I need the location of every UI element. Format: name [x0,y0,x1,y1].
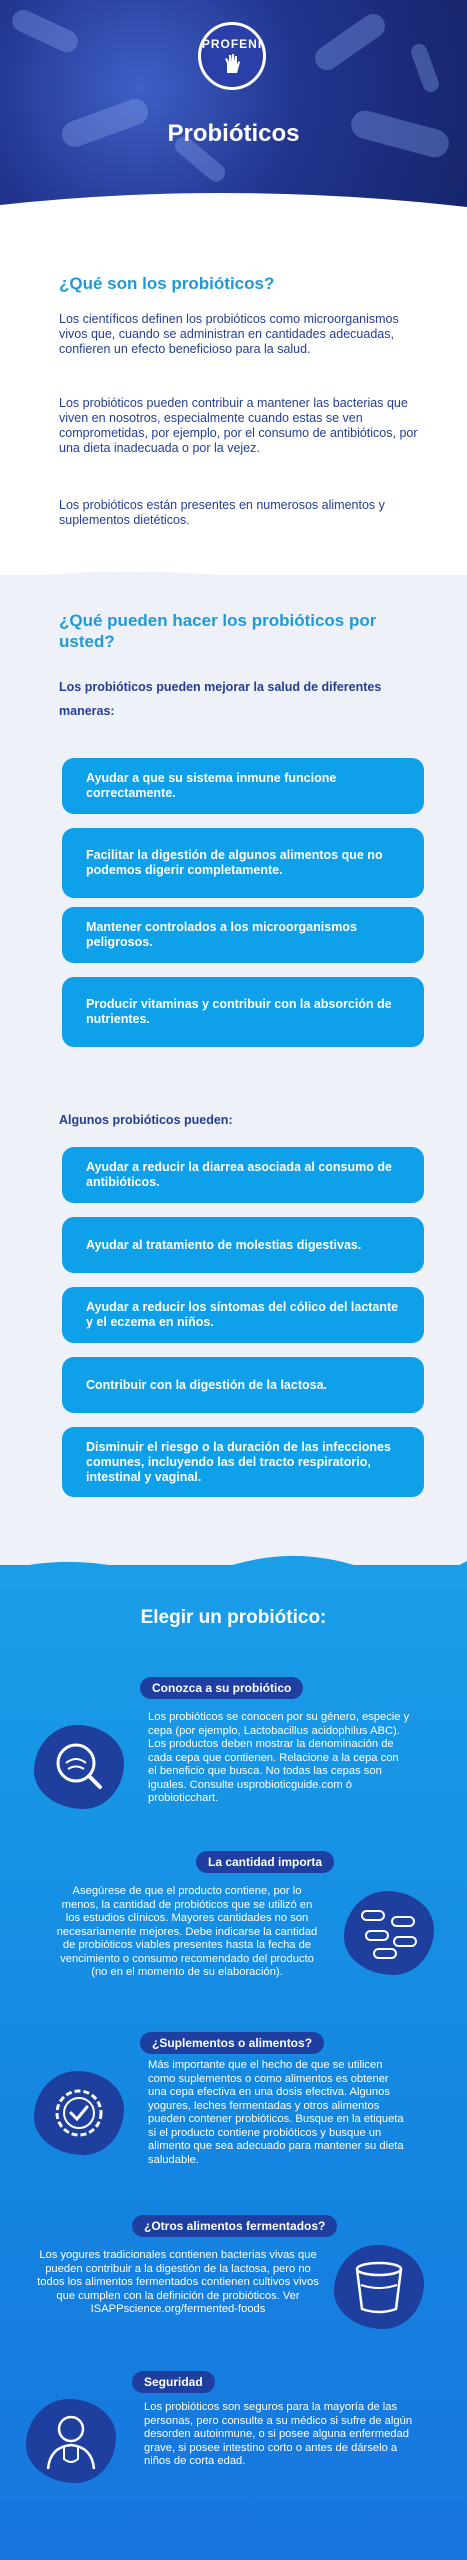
seal-check-icon [34,2071,124,2155]
benefits-heading: ¿Qué pueden hacer los probióticos por usted? [59,611,377,651]
benefit-item: Mantener controlados a los microorganismos peligrosos. [62,907,424,963]
probiotic-effect-item: Ayudar al tratamiento de molestias digestivas. [62,1217,424,1273]
bacteria-decoration [9,6,82,56]
benefit-item: Facilitar la digestión de algunos alimentos que no podemos digerir completamente. [62,828,424,898]
choose-section [0,1565,467,2560]
intro-paragraph: Los probióticos pueden contribuir a mantener las bacterias que viven en nosotros, especialmente cuando estas se ven comprometidas, por ejemplo, por el consumo de antibióticos, por una dieta inadecuada o por la vejez. [59,396,418,455]
doctor-icon [26,2399,116,2483]
tag-other-fermented-foods: ¿Otros alimentos fermentados? [132,2215,337,2237]
safety-text: Los probióticos son seguros para la mayoría de las personas, pero consulte a su médico si sufre de algún desorden autoinmune, o si posee alguna enfermedad grave, si posee intestino corto o antes de dárselo a niños de corta edad. [144,2401,413,2467]
page-title: Probióticos [167,120,300,147]
probiotic-effect-item: Ayudar a reducir los síntomas del cólico del lactante y el eczema en niños. [62,1287,424,1343]
benefit-item: Ayudar a que su sistema inmune funcione correctamente. [62,758,424,814]
benefits-lead: Los probióticos pueden mejorar la salud de diferentes maneras: [59,680,382,718]
choose-wave [0,1549,467,1589]
magnifier-bacteria-icon [34,1725,124,1809]
probiotic-effect-item: Ayudar a reducir la diarrea asociada al consumo de antibióticos. [62,1147,424,1203]
intro-paragraph: Los probióticos están presentes en numerosos alimentos y suplementos dietéticos. [59,498,385,527]
benefits-lead-2: Algunos probióticos pueden: [59,1113,233,1127]
header-wave [0,185,467,220]
supplements-or-foods-text: Más importante que el hecho de que se utilicen como suplementos o como alimentos es obtener una cepa efectiva en una dosis efectiva. Algunos yogures, leches fermentadas y otros alimentos pueden contener probióticos. Busque en la etiqueta si el producto contiene probióticos y busque un alimento que sea adecuado para mantener su dieta saludable. [148,2059,404,2166]
yogurt-cup-icon [334,2245,424,2329]
profeni-logo [198,22,266,90]
tag-safety: Seguridad [132,2371,215,2393]
tag-supplements-or-foods: ¿Suplementos o alimentos? [140,2032,324,2054]
probiotic-effect-item: Disminuir el riesgo o la duración de las infecciones comunes, incluyendo las del tracto respiratorio, intestinal y vaginal. [62,1427,424,1497]
bacteria-cluster-icon [344,1891,434,1975]
bacteria-decoration [310,9,389,75]
other-fermented-foods-text: Los yogures tradicionales contienen bacterias vivas que pueden contribuir a la digestión de la lactosa, pero no todos los alimentos fermentados contienen cultivos vivos que cumplen con la definición de probióticos. Ver ISAPPscience.org/fermented-foods [37,2249,319,2315]
tag-know-probiotic: Conozca a su probiótico [140,1677,303,1699]
intro-heading: ¿Qué son los probióticos? [59,274,275,293]
probiotic-effect-item: Contribuir con la digestión de la lactosa. [62,1357,424,1413]
tag-amount-matters: La cantidad importa [196,1851,334,1873]
choose-heading: Elegir un probiótico: [140,1607,327,1628]
bacteria-decoration [409,42,441,94]
intro-paragraph: Los científicos definen los probióticos como microorganismos vivos que, cuando se administran en cantidades adecuadas, confieren un efecto beneficioso para la salud. [59,312,399,356]
header-banner [0,0,467,220]
hand-icon [220,51,244,75]
benefits-wave [0,565,467,595]
logo-text: PROFENI [201,37,263,51]
benefits-section [0,575,467,1565]
know-probiotic-text: Los probióticos se conocen por su género, especie y cepa (por ejemplo, Lactobacillus acidophilus ABC). Los productos deben mostrar la denominación de cada cepa que contienen. Relacione a la cepa con el beneficio que busca. No todas las cepas son iguales. Consulte usprobioticguide.com ó probioticchart. [148,1711,410,1804]
intro-section [0,220,467,580]
amount-matters-text: Asegúrese de que el producto contiene, por lo menos, la cantidad de probióticos que se utilizó en los estudios clínicos. Mayores cantidades no son necesariamente mejores. Debe indicarse la cantidad de probióticos viables presentes hasta la fecha de vencimiento o consumo recomendado del producto (no en el momento de su elaboración). [56,1885,318,1978]
benefit-item: Producir vitaminas y contribuir con la absorción de nutrientes. [62,977,424,1047]
